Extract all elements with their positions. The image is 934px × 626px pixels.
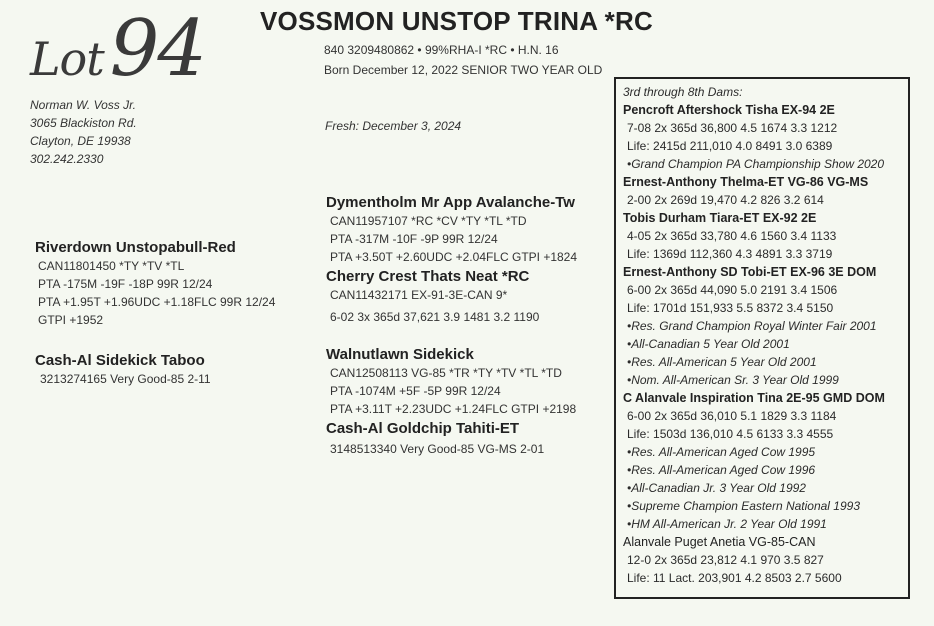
dam-name: Alanvale Puget Anetia VG-85-CAN <box>623 535 816 549</box>
sire-dam-name: Cherry Crest Thats Neat *RC <box>326 268 530 285</box>
fresh-date: Fresh: December 3, 2024 <box>325 119 462 133</box>
owner-city: Clayton, DE 19938 <box>30 134 131 148</box>
award-line: •Res. Grand Champion Royal Winter Fair 2001 <box>627 319 877 333</box>
dam-sire-line: PTA +3.11T +2.23UDC +1.24FLC GTPI +2198 <box>330 402 577 416</box>
sire-line: GTPI +1952 <box>38 313 104 327</box>
lot-word: Lot <box>30 32 104 86</box>
lot-value: 94 <box>109 4 205 94</box>
lactation-record: 12-0 2x 365d 23,812 4.1 970 3.5 827 <box>627 553 824 567</box>
animal-title: VOSSMON UNSTOP TRINA *RC <box>260 6 653 36</box>
dam-dam-block <box>326 420 544 458</box>
dam-sire-name: Walnutlawn Sidekick <box>326 346 474 363</box>
lactation-record: 7-08 2x 365d 36,800 4.5 1674 3.3 1212 <box>627 121 838 135</box>
sire-sire-line: CAN11957107 *RC *CV *TY *TL *TD <box>330 214 527 228</box>
birth-line: Born December 12, 2022 SENIOR TWO YEAR OLD <box>324 63 603 77</box>
lot-number <box>30 4 205 94</box>
award-line: •Supreme Champion Eastern National 1993 <box>627 499 861 513</box>
award-line: •All-Canadian 5 Year Old 2001 <box>627 337 790 351</box>
dam-sire-line: CAN12508113 VG-85 *TR *TY *TV *TL *TD <box>330 366 562 380</box>
award-line: •Nom. All-American Sr. 3 Year Old 1999 <box>627 373 839 387</box>
sire-dam-line: 6-02 3x 365d 37,621 3.9 1481 3.2 1190 <box>330 310 540 324</box>
dam-sire-line: PTA -1074M +5F -5P 99R 12/24 <box>330 384 501 398</box>
dam-name: Ernest-Anthony Thelma-ET VG-86 VG-MS <box>623 175 869 189</box>
award-line: •Res. All-American Aged Cow 1995 <box>627 445 816 459</box>
lactation-record: Life: 2415d 211,010 4.0 8491 3.0 6389 <box>627 139 833 153</box>
dam-block <box>35 352 211 388</box>
sire-line: PTA +1.95T +1.96UDC +1.18FLC 99R 12/24 <box>38 295 276 309</box>
dam-dam-name: Cash-Al Goldchip Tahiti-ET <box>326 420 520 437</box>
sire-dam-line: CAN11432171 EX-91-3E-CAN 9* <box>330 288 508 302</box>
lactation-record: Life: 1369d 112,360 4.3 4891 3.3 3719 <box>627 247 833 261</box>
owner-phone: 302.242.2330 <box>30 152 104 166</box>
sire-dam-block <box>326 268 539 326</box>
sire-name: Riverdown Unstopabull-Red <box>35 239 236 256</box>
lactation-record: Life: 11 Lact. 203,901 4.2 8503 2.7 5600 <box>627 571 842 585</box>
dam-name: Pencroft Aftershock Tisha EX-94 2E <box>623 103 835 117</box>
sire-line: PTA -175M -19F -18P 99R 12/24 <box>38 277 213 291</box>
lactation-record: 4-05 2x 365d 33,780 4.6 1560 3.4 1133 <box>627 229 837 243</box>
owner-address: 3065 Blackiston Rd. <box>30 116 137 130</box>
registration-line: 840 3209480862 • 99%RHA-I *RC • H.N. 16 <box>324 43 559 57</box>
award-line: •Res. All-American 5 Year Old 2001 <box>627 355 817 369</box>
dam-name: Ernest-Anthony SD Tobi-ET EX-96 3E DOM <box>623 265 877 279</box>
sire-sire-line: PTA -317M -10F -9P 99R 12/24 <box>330 232 498 246</box>
award-line: •HM All-American Jr. 2 Year Old 1991 <box>627 517 827 531</box>
lactation-record: Life: 1701d 151,933 5.5 8372 3.4 5150 <box>627 301 834 315</box>
sire-sire-name: Dymentholm Mr App Avalanche-Tw <box>326 194 575 211</box>
ancestor-dams-box <box>614 77 910 599</box>
lactation-record: 2-00 2x 269d 19,470 4.2 826 3.2 614 <box>627 193 824 207</box>
owner-block <box>30 96 137 168</box>
dam-name: C Alanvale Inspiration Tina 2E-95 GMD DOM <box>623 391 885 405</box>
dams-header: 3rd through 8th Dams: <box>623 85 743 99</box>
dam-dam-line: 3148513340 Very Good-85 VG-MS 2-01 <box>330 442 545 456</box>
dam-name: Tobis Durham Tiara-ET EX-92 2E <box>623 211 817 225</box>
dam-sire-block <box>326 346 576 418</box>
sire-block <box>35 239 275 329</box>
award-line: •All-Canadian Jr. 3 Year Old 1992 <box>627 481 806 495</box>
award-line: •Res. All-American Aged Cow 1996 <box>627 463 816 477</box>
sire-sire-line: PTA +3.50T +2.60UDC +2.04FLC GTPI +1824 <box>330 250 578 264</box>
lactation-record: Life: 1503d 136,010 4.5 6133 3.3 4555 <box>627 427 834 441</box>
dam-name: Cash-Al Sidekick Taboo <box>35 352 205 369</box>
lactation-record: 6-00 2x 365d 44,090 5.0 2191 3.4 1506 <box>627 283 838 297</box>
sire-line: CAN11801450 *TY *TV *TL <box>38 259 185 273</box>
award-line: •Grand Champion PA Championship Show 2020 <box>627 157 885 171</box>
sire-sire-block <box>326 194 577 266</box>
lactation-record: 6-00 2x 365d 36,010 5.1 1829 3.3 1184 <box>627 409 837 423</box>
dam-line: 3213274165 Very Good-85 2-11 <box>40 372 211 386</box>
owner-name: Norman W. Voss Jr. <box>30 98 137 112</box>
